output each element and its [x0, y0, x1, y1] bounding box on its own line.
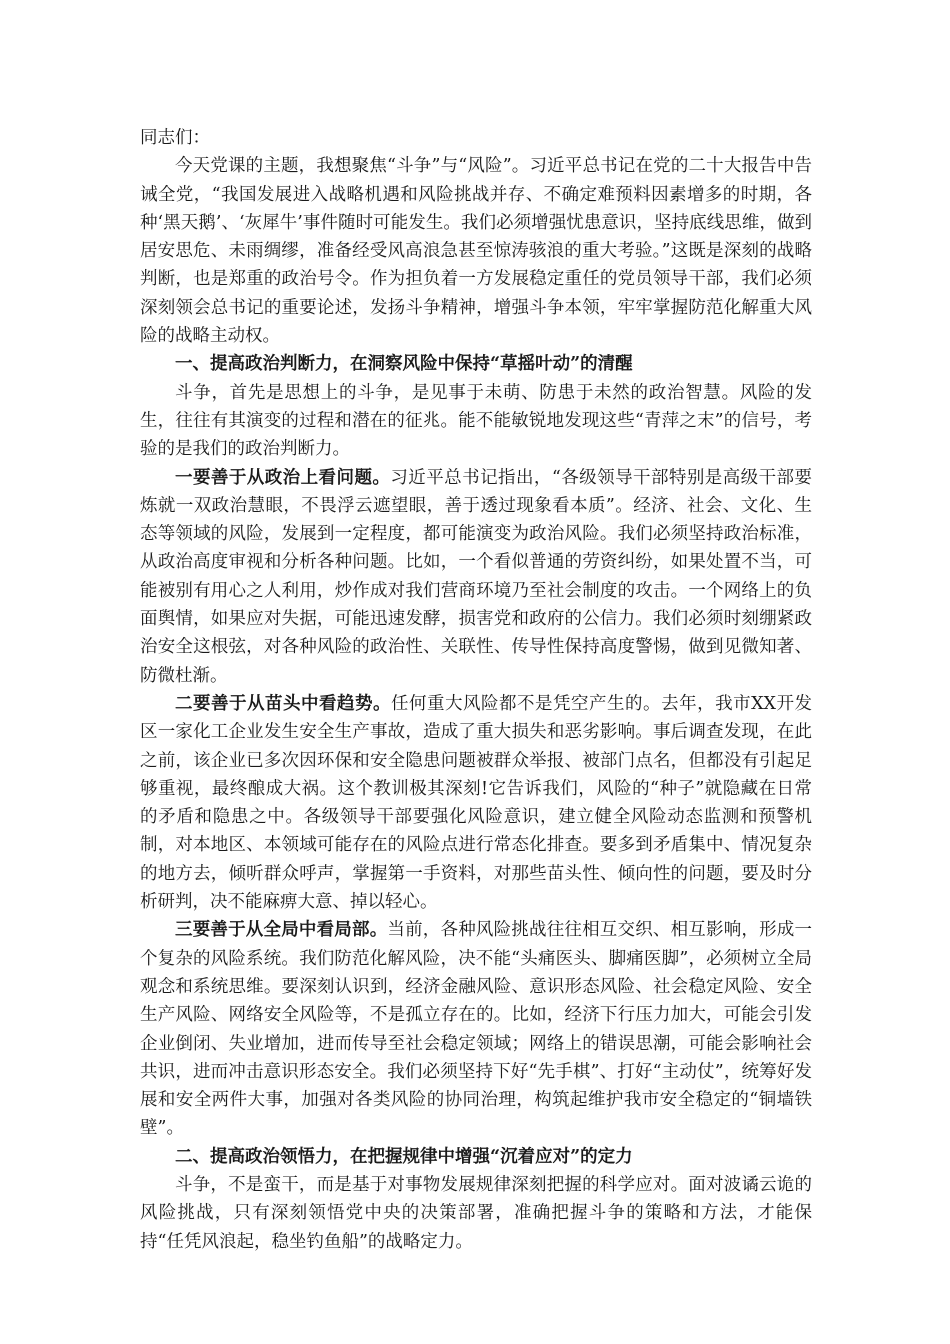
section-1-point-2	[140, 690, 812, 916]
section-2-intro: 斗争，不是蛮干，而是基于对事物发展规律深刻把握的科学应对。面对波谲云诡的风险挑战，只有深刻领悟党中央的决策部署，准确把握斗争的策略和方法，才能保持“任凭风浪起，稳坐钓鱼船”的战略定力。	[140, 1174, 812, 1252]
intro-paragraph: 今天党课的主题，我想聚焦“斗争”与“风险”。习近平总书记在党的二十大报告中告诫全党，“我国发展进入战略机遇和风险挑战并存、不确定难预料因素增多的时期，各种‘黑天鹅’、‘灰犀牛’事件随时可能发生。我们必须增强忧患意识，坚持底线思维，做到居安思危、未雨绸缪，准备经受风高浪急甚至惊涛骇浪的重大考验。”这既是深刻的战略判断，也是郑重的政治号令。作为担负着一方发展稳定重任的党员领导干部，我们必须深刻领会总书记的重要论述，发扬斗争精神，增强斗争本领，牢牢掌握防范化解重大风险的战略主动权。	[140, 156, 812, 347]
document-body	[140, 124, 812, 1256]
section-1-heading: 一、提高政治判断力，在洞察风险中保持“草摇叶动”的清醒	[175, 354, 633, 375]
section-1-point-1	[140, 464, 812, 690]
section-2-heading: 二、提高政治领悟力，在把握规律中增强“沉着应对”的定力	[175, 1146, 633, 1167]
point-1-lead: 一要善于从政治上看问题。	[175, 467, 391, 488]
section-1-point-3	[140, 916, 812, 1142]
point-2-lead: 二要善于从苗头中看趋势。	[175, 693, 392, 714]
point-3-lead: 三要善于从全局中看局部。	[175, 920, 388, 941]
point-1-body: 习近平总书记指出，“各级领导干部特别是高级干部要炼就一双政治慧眼，不畏浮云遮望眼，善于透过现象看本质”。经济、社会、文化、生态等领域的风险，发展到一定程度，都可能演变为政治风险。我们必须坚持政治标准，从政治高度审视和分析各种问题。比如，一个看似普通的劳资纠纷，如果处置不当，可能被别有用心之人利用，炒作成对我们营商环境乃至社会制度的攻击。一个网络上的负面舆情，如果应对失据，可能迅速发酵，损害党和政府的公信力。我们必须时刻绷紧政治安全这根弦，对各种风险的政治性、关联性、传导性保持高度警惕，做到见微知著、防微杜渐。	[140, 467, 813, 686]
section-1-intro: 斗争，首先是思想上的斗争，是见事于未萌、防患于未然的政治智慧。风险的发生，往往有其演变的过程和潜在的征兆。能不能敏锐地发现这些“青萍之末”的信号，考验的是我们的政治判断力。	[140, 382, 812, 460]
salutation: 同志们：	[140, 128, 210, 148]
point-3-body: 当前，各种风险挑战往往相互交织、相互影响，形成一个复杂的风险系统。我们防范化解风险，决不能“头痛医头、脚痛医脚”，必须树立全局观念和系统思维。要深刻认识到，经济金融风险、意识形态风险、社会稳定风险、安全生产风险、网络安全风险等，不是孤立存在的。比如，经济下行压力加大，可能会引发企业倒闭、失业增加，进而传导至社会稳定领域；网络上的错误思潮，可能会影响社会共识，进而冲击意识形态安全。我们必须坚持下好“先手棋”、打好“主动仗”，统筹好发展和安全两件大事，加强对各类风险的协同治理，构筑起维护我市安全稳定的“铜墙铁壁”。	[140, 920, 813, 1139]
point-2-body: 任何重大风险都不是凭空产生的。去年，我市XX开发区一家化工企业发生安全生产事故，造成了重大损失和恶劣影响。事后调查发现，在此之前，该企业已多次因环保和安全隐患问题被群众举报、被部门点名，但都没有引起足够重视，最终酿成大祸。这个教训极其深刻!它告诉我们，风险的“种子”就隐藏在日常的矛盾和隐患之中。各级领导干部要强化风险意识，建立健全风险动态监测和预警机制，对本地区、本领域可能存在的风险点进行常态化排查。要多到矛盾集中、情况复杂的地方去，倾听群众呼声，掌握第一手资料，对那些苗头性、倾向性的问题，要及时分析研判，决不能麻痹大意、掉以轻心。	[140, 693, 812, 913]
